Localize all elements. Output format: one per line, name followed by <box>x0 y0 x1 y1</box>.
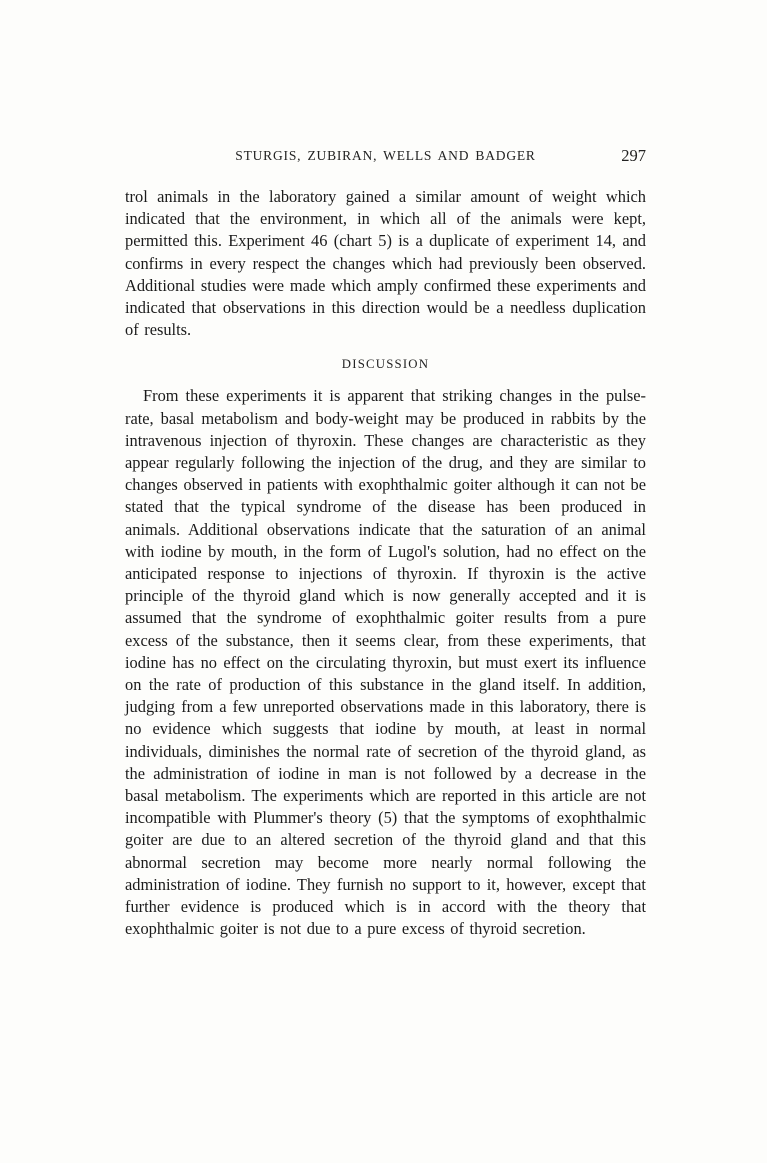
paragraph-discussion: From these experiments it is apparent that striking changes in the pulse-rate, basal metabolism and body-weight may be produced in rabbits by the intravenous injection of thyroxin. These changes are characteristic as they appear regularly following the injection of the drug, and they are similar to changes observed in patients with exophthalmic goiter although it can not be stated that the typical syndrome of the disease has been produced in animals. Additional observations indicate that the saturation of an animal with iodine by mouth, in the form of Lugol's solution, had no effect on the anticipated response to injections of thyroxin. If thyroxin is the active principle of the thyroid gland which is now generally accepted and it is assumed that the syndrome of exophthalmic goiter results from a pure excess of the substance, then it seems clear, from these experiments, that iodine has no effect on the circulating thyroxin, but must exert its influence on the rate of production of this substance in the gland itself. In addition, judging from a few unreported observations made in this laboratory, there is no evidence which suggests that iodine by mouth, at least in normal individuals, diminishes the normal rate of secretion of the thyroid gland, as the administration of iodine in man is not followed by a decrease in the basal metabolism. The experiments which are reported in this article are not incompatible with Plummer's theory (5) that the symptoms of exophthalmic goiter are due to an altered secretion of the thyroid gland and that this abnormal secretion may become more nearly normal following the administration of iodine. They furnish no support to it, however, except that further evidence is produced which is in accord with the theory that exophthalmic goiter is not due to a pure excess of thyroid secretion. <box>125 386 646 939</box>
running-header <box>125 148 646 172</box>
section-heading-discussion: DISCUSSION <box>341 357 430 372</box>
page-number: 297 <box>621 146 646 165</box>
paragraph-continuation: trol animals in the laboratory gained a similar amount of weight which indicated that the environment, in which all of the animals were kept, permitted this. Experiment 46 (chart 5) is a duplicate of experiment 14, and confirms in every respect the changes which had previously been observed. Additional studies were made which amply confirmed these experiments and indicated that observations in this direction would be a needless duplication of results. <box>125 187 646 340</box>
text-column <box>125 148 646 941</box>
running-head-authors: STURGIS, ZUBIRAN, WELLS AND BADGER <box>235 148 536 163</box>
